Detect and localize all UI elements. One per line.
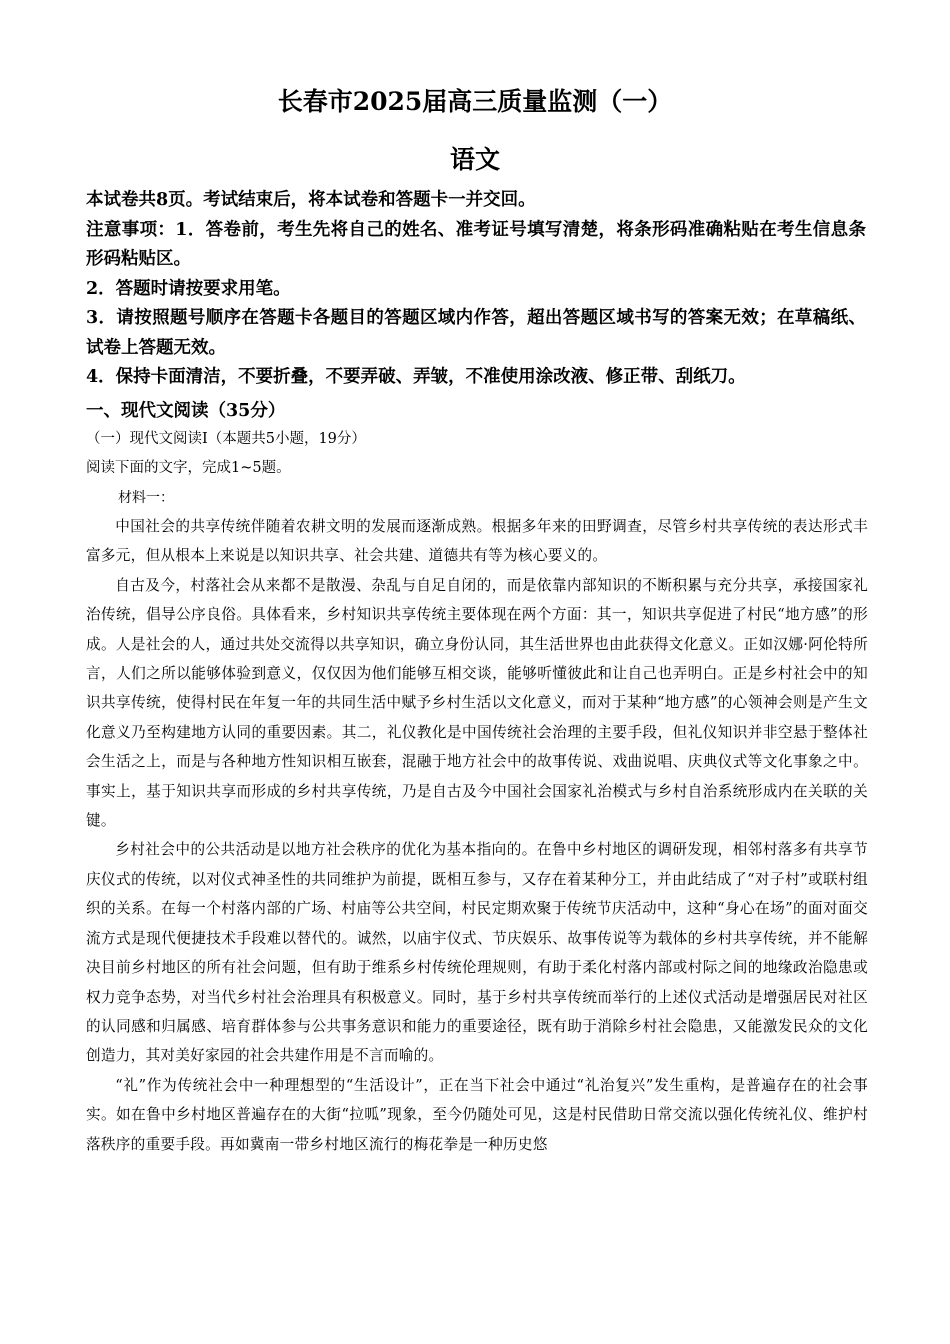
passage-paragraph: 自古及今，村落社会从来都不是散漫、杂乱与自足自闭的，而是依靠内部知识的不断积累与充分共享，承接国家礼治传统，倡导公序良俗。具体看来，乡村知识共享传统主要体现在两个方面：其一，知识共享促进了村民“地方感”的形成。人是社会的人，通过共处交流得以共享知识，确立身份认同，其生活世界也由此获得文化意义。正如汉娜·阿伦特所言，人们之所以能够体验到意义，仅仅因为他们能够互相交谈，能够听懂彼此和让自己也弄明白。正是乡村社会中的知识共享传统，使得村民在年复一年的共同生活中赋予乡村生活以文化意义，而对于某种“地方感”的心领神会则是产生文化意义乃至构建地方认同的重要因素。其二，礼仪教化是中国传统社会治理的主要手段，但礼仪知识并非空悬于整体社会生活之上，而是与各种地方性知识相互嵌套，混融于地方社会中的故事传说、戏曲说唱、庆典仪式等文化事象之中。事实上，基于知识共享而形成的乡村共享传统，乃是自古及今中国社会国家礼治模式与乡村自治系统形成内在关联的关键。 [86,576,868,830]
note-intro: 本试卷共8页。考试结束后，将本试卷和答题卡一并交回。 [86,190,536,210]
exam-notes [86,186,866,393]
reading-instruction: 阅读下面的文字，完成1~5题。 [86,460,291,476]
section-heading: 一、现代文阅读（35分） [86,401,286,421]
exam-title: 长春市2025届高三质量监测（一） [277,87,673,116]
passage-paragraph: 乡村社会中的公共活动是以地方社会秩序的优化为基本指向的。在鲁中乡村地区的调研发现，相邻村落多有共享节庆仪式的传统，以对仪式神圣性的共同维护为前提，既相互参与，又存在着某种分工，并由此结成了“对子村”或联村组织的关系。在每一个村落内部的广场、村庙等公共空间，村民定期欢聚于传统节庆活动中，这种“身心在场”的面对面交流方式是现代便捷技术手段难以替代的。诚然，以庙宇仪式、节庆娱乐、故事传说等为载体的乡村共享传统，并不能解决目前乡村地区的所有社会问题，但有助于维系乡村传统伦理规则，有助于柔化村落内部或村际之间的地缘政治隐患或权力竞争态势，对当代乡村社会治理具有积极意义。同时，基于乡村共享传统而举行的上述仪式活动是增强居民对社区的认同感和归属感、培育群体参与公共事务意识和能力的重要途径，既有助于消除乡村社会隐患，又能激发民众的文化创造力，其对美好家园的社会共建作用是不言而喻的。 [86,841,868,1065]
passage-body [86,512,868,1159]
note-item-4: 4．保持卡面清洁，不要折叠，不要弄破、弄皱，不准使用涂改液、修正带、刮纸刀。 [86,367,746,387]
section-subheading: （一）现代文阅读Ⅰ（本题共5小题，19分） [86,431,366,447]
subject-title: 语文 [449,145,500,174]
material-label: 材料一： [118,490,174,506]
passage-paragraph: “礼”作为传统社会中一种理想型的“生活设计”，正在当下社会中通过“礼治复兴”发生重构，是普遍存在的社会事实。如在鲁中乡村地区普遍存在的大街“拉呱”现象，至今仍随处可见，这是村民借助日常交流以强化传统礼仪、维护村落秩序的重要手段。再如冀南一带乡村地区流行的梅花拳是一种历史悠 [86,1076,868,1153]
note-item-3: 3．请按照题号顺序在答题卡各题目的答题区域内作答，超出答题区域书写的答案无效；在草稿纸、试卷上答题无效。 [86,308,866,358]
note-item-2: 2．答题时请按要求用笔。 [86,278,291,299]
passage-paragraph: 中国社会的共享传统伴随着农耕文明的发展而逐渐成熟。根据多年来的田野调查，尽管乡村共享传统的表达形式丰富多元，但从根本上来说是以知识共享、社会共建、道德共有等为核心要义的。 [86,518,868,565]
note-item-1: 注意事项：1．答卷前，考生先将自己的姓名、准考证号填写清楚，将条形码准确粘贴在考生信息条形码粘贴区。 [86,219,866,269]
